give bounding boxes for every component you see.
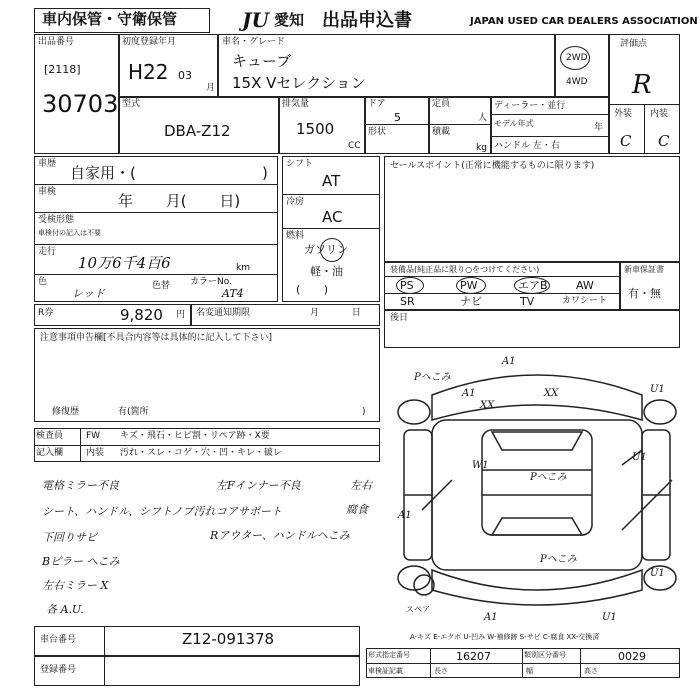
repair-value: 有(箇所 bbox=[118, 407, 149, 417]
color-code-value: AT4 bbox=[222, 287, 244, 300]
equipment-aw: AW bbox=[576, 279, 594, 292]
mileage-label: 走行 bbox=[38, 247, 57, 257]
note-au: 各 A.U. bbox=[46, 603, 84, 616]
registration-row bbox=[34, 656, 360, 686]
inspection-value: 年 月( 日) bbox=[118, 192, 241, 210]
mark-p-rear: Pヘこみ bbox=[540, 554, 577, 565]
mark-xx-left: XX bbox=[480, 400, 495, 411]
diagram-legend: A-キズ E-エクボ U-凹み W-補修跡 S-サビ C-腐食 XX-交換済 bbox=[410, 633, 600, 641]
shift-label: シフト bbox=[286, 159, 314, 169]
dim-label: 車検証記載 bbox=[368, 667, 403, 675]
note-underbody: 下回りサビ bbox=[42, 531, 97, 544]
shift-value: AT bbox=[322, 172, 341, 190]
dealer-label: ディーラー・並行 bbox=[494, 101, 566, 111]
car-diagram bbox=[392, 350, 682, 630]
reception-note: 車検付の記入は不要 bbox=[38, 229, 101, 237]
ju-logo: JU bbox=[242, 8, 269, 32]
rating-label: 評価点 bbox=[620, 39, 648, 49]
interior-grade: C bbox=[658, 132, 670, 150]
color-code-label: カラーNo. bbox=[190, 277, 232, 287]
handle-label: ハンドル 左・右 bbox=[494, 141, 560, 151]
sales-point-label: セールスポイント(正常に機能するものに限ります) bbox=[390, 161, 595, 171]
load-label: 積載 bbox=[432, 127, 451, 137]
ac-value: AC bbox=[322, 208, 343, 226]
model-label: 型式 bbox=[122, 99, 141, 109]
writer-label: 記入欄 bbox=[36, 448, 64, 458]
warranty-value: 有・無 bbox=[628, 287, 661, 300]
color-change-label: 色替 bbox=[152, 281, 171, 291]
reg-month: 03 bbox=[178, 69, 192, 82]
mileage-value: 10万6千4百6 bbox=[78, 254, 171, 272]
displacement-label: 排気量 bbox=[282, 99, 310, 109]
note-lr: 左右 bbox=[350, 479, 372, 492]
note-inner: 左Fインナー不良 bbox=[216, 479, 301, 492]
length-label: 長さ bbox=[434, 667, 448, 675]
car-name: キューブ bbox=[232, 52, 292, 70]
fuel-paren: ( ) bbox=[296, 283, 329, 296]
equipment-seat: カワシート bbox=[562, 296, 608, 306]
class-label: 類別区分番号 bbox=[524, 651, 566, 659]
usage-close: ) bbox=[262, 164, 268, 182]
mark-u1-right-low: U1 bbox=[650, 568, 665, 579]
spare-label: スペア bbox=[406, 605, 430, 614]
model-year-label: モデル年式 bbox=[494, 119, 534, 128]
color-label: 色 bbox=[38, 277, 48, 287]
model-value: DBA-Z12 bbox=[164, 122, 231, 140]
note-pillar: Bピラー へこみ bbox=[42, 555, 120, 568]
usage-value: 自家用・( bbox=[70, 164, 136, 182]
equipment-navi: ナビ bbox=[460, 295, 482, 308]
pw-circle bbox=[456, 277, 486, 294]
logo-text: 愛知 bbox=[274, 11, 305, 29]
class-number: 0029 bbox=[618, 650, 646, 663]
rating-value: R bbox=[632, 70, 652, 100]
repair-label: 修復歴 bbox=[52, 407, 80, 417]
repair-close: ) bbox=[362, 407, 366, 417]
mark-front-a1: A1 bbox=[502, 356, 516, 367]
height-label: 高さ bbox=[584, 667, 598, 675]
interior-label: 内装 bbox=[650, 109, 669, 119]
name-change-label: 名変通知期限 bbox=[196, 308, 251, 318]
note-seat: シート、ハンドル、シフトノブ汚れ bbox=[42, 505, 216, 518]
note-core: コアサポート bbox=[216, 505, 282, 518]
lot-number: 30703 bbox=[42, 90, 119, 118]
inspection-label: 車検 bbox=[38, 187, 57, 197]
cc-unit: CC bbox=[348, 141, 361, 151]
mark-u1-bottom: U1 bbox=[602, 612, 617, 623]
lot-label: 出品番号 bbox=[38, 37, 75, 47]
doors-value: 5 bbox=[394, 111, 401, 124]
year-unit: 年 bbox=[594, 123, 604, 133]
checker-label: 検査員 bbox=[36, 431, 64, 441]
note-outer: Rアウター、ハンドルヘこみ bbox=[210, 529, 350, 542]
fuel-other: 軽・油 bbox=[310, 265, 343, 278]
capacity-unit: 人 bbox=[478, 113, 488, 123]
exterior-grade: C bbox=[620, 132, 632, 150]
mark-a1-top-right: A1 bbox=[462, 388, 476, 399]
fuel-label: 燃料 bbox=[286, 231, 305, 241]
storage-label: 車内保管・守衛保管 bbox=[42, 10, 178, 28]
type-number: 16207 bbox=[456, 650, 491, 663]
name-change-value: 月 日 bbox=[310, 308, 361, 318]
warranty-label: 新車保証書 bbox=[624, 265, 664, 274]
note-mirror: 電格ミラー不良 bbox=[42, 479, 119, 492]
exterior-label: 外装 bbox=[614, 109, 633, 119]
ac-label: 冷房 bbox=[286, 197, 305, 207]
ps-circle bbox=[396, 277, 424, 294]
equipment-ps: PS bbox=[400, 279, 414, 292]
drive-2wd: 2WD bbox=[566, 53, 588, 63]
name-label: 車名・グレード bbox=[222, 37, 286, 47]
mark-p-roof: Pヘこみ bbox=[530, 472, 567, 483]
chassis-label: 車台番号 bbox=[40, 635, 77, 645]
mark-p-left: Pヘこみ bbox=[414, 372, 451, 383]
equipment-label: 装備品(純正品に限り○をつけてください) bbox=[390, 265, 540, 274]
note-mirrors: 左右ミラー X bbox=[42, 579, 109, 592]
shape-label: 形状 bbox=[368, 127, 387, 137]
kg-unit: kg bbox=[476, 143, 487, 153]
yen-unit: 円 bbox=[176, 310, 186, 320]
fuel-value: ガソリン bbox=[304, 243, 348, 256]
displacement-value: 1500 bbox=[296, 120, 335, 138]
mark-a1-bottom: A1 bbox=[484, 612, 498, 623]
mark-u1-right-mid: U1 bbox=[632, 452, 647, 463]
mark-w1: W1 bbox=[472, 460, 489, 471]
km-unit: km bbox=[236, 263, 250, 273]
equipment-airbag: エアB bbox=[518, 279, 548, 292]
reg-era: H22 bbox=[128, 60, 169, 84]
fw-items: キズ・飛石・ヒビ割・リペア跡・X要 bbox=[120, 431, 270, 441]
interior-check-label: 内装 bbox=[86, 448, 105, 458]
drive-4wd: 4WD bbox=[566, 77, 588, 87]
fuel-circle bbox=[320, 238, 344, 262]
airbag-circle bbox=[514, 277, 550, 294]
mark-xx-top: XX bbox=[544, 388, 559, 399]
color-value: レッド bbox=[72, 287, 105, 300]
interior-items: 汚れ・スレ・コゲ・穴・凹・キレ・破レ bbox=[120, 448, 282, 458]
association-name: JAPAN USED CAR DEALERS ASSOCIATION bbox=[470, 16, 698, 27]
form-title: 出品申込書 bbox=[322, 10, 412, 31]
note-corrosion: 腐食 bbox=[346, 503, 368, 516]
reception-label: 受検形態 bbox=[38, 215, 75, 225]
recycle-fee: 9,820 bbox=[120, 306, 163, 324]
recycle-fee-label: R券 bbox=[38, 308, 54, 318]
lot-sub: [2118] bbox=[44, 63, 81, 76]
usage-label: 車歴 bbox=[38, 159, 57, 169]
mark-a1-left: A1 bbox=[398, 510, 412, 521]
equipment-pw: PW bbox=[460, 279, 478, 292]
width-label: 幅 bbox=[526, 667, 533, 675]
fw-label: FW bbox=[86, 431, 101, 441]
drive-circle bbox=[560, 46, 590, 70]
equipment-sr: SR bbox=[400, 295, 415, 308]
capacity-label: 定員 bbox=[432, 99, 451, 109]
mark-u1-right-top: U1 bbox=[650, 384, 665, 395]
declaration-label: 注意事項申告欄[不具合内容等は具体的に記入して下さい] bbox=[40, 333, 273, 343]
reg-year-label: 初度登録年月 bbox=[122, 37, 177, 47]
chassis-number: Z12-091378 bbox=[182, 630, 275, 648]
sales-point-box bbox=[384, 156, 680, 262]
doors-label: ドア bbox=[368, 99, 386, 109]
car-grade: 15X Vセレクション bbox=[232, 74, 366, 92]
registration-label: 登録番号 bbox=[40, 665, 77, 675]
damage-box bbox=[384, 310, 680, 348]
type-label: 形式指定番号 bbox=[368, 651, 410, 659]
damage-label: 後日 bbox=[390, 313, 409, 323]
equipment-tv: TV bbox=[520, 295, 535, 308]
month-unit: 月 bbox=[206, 83, 216, 93]
